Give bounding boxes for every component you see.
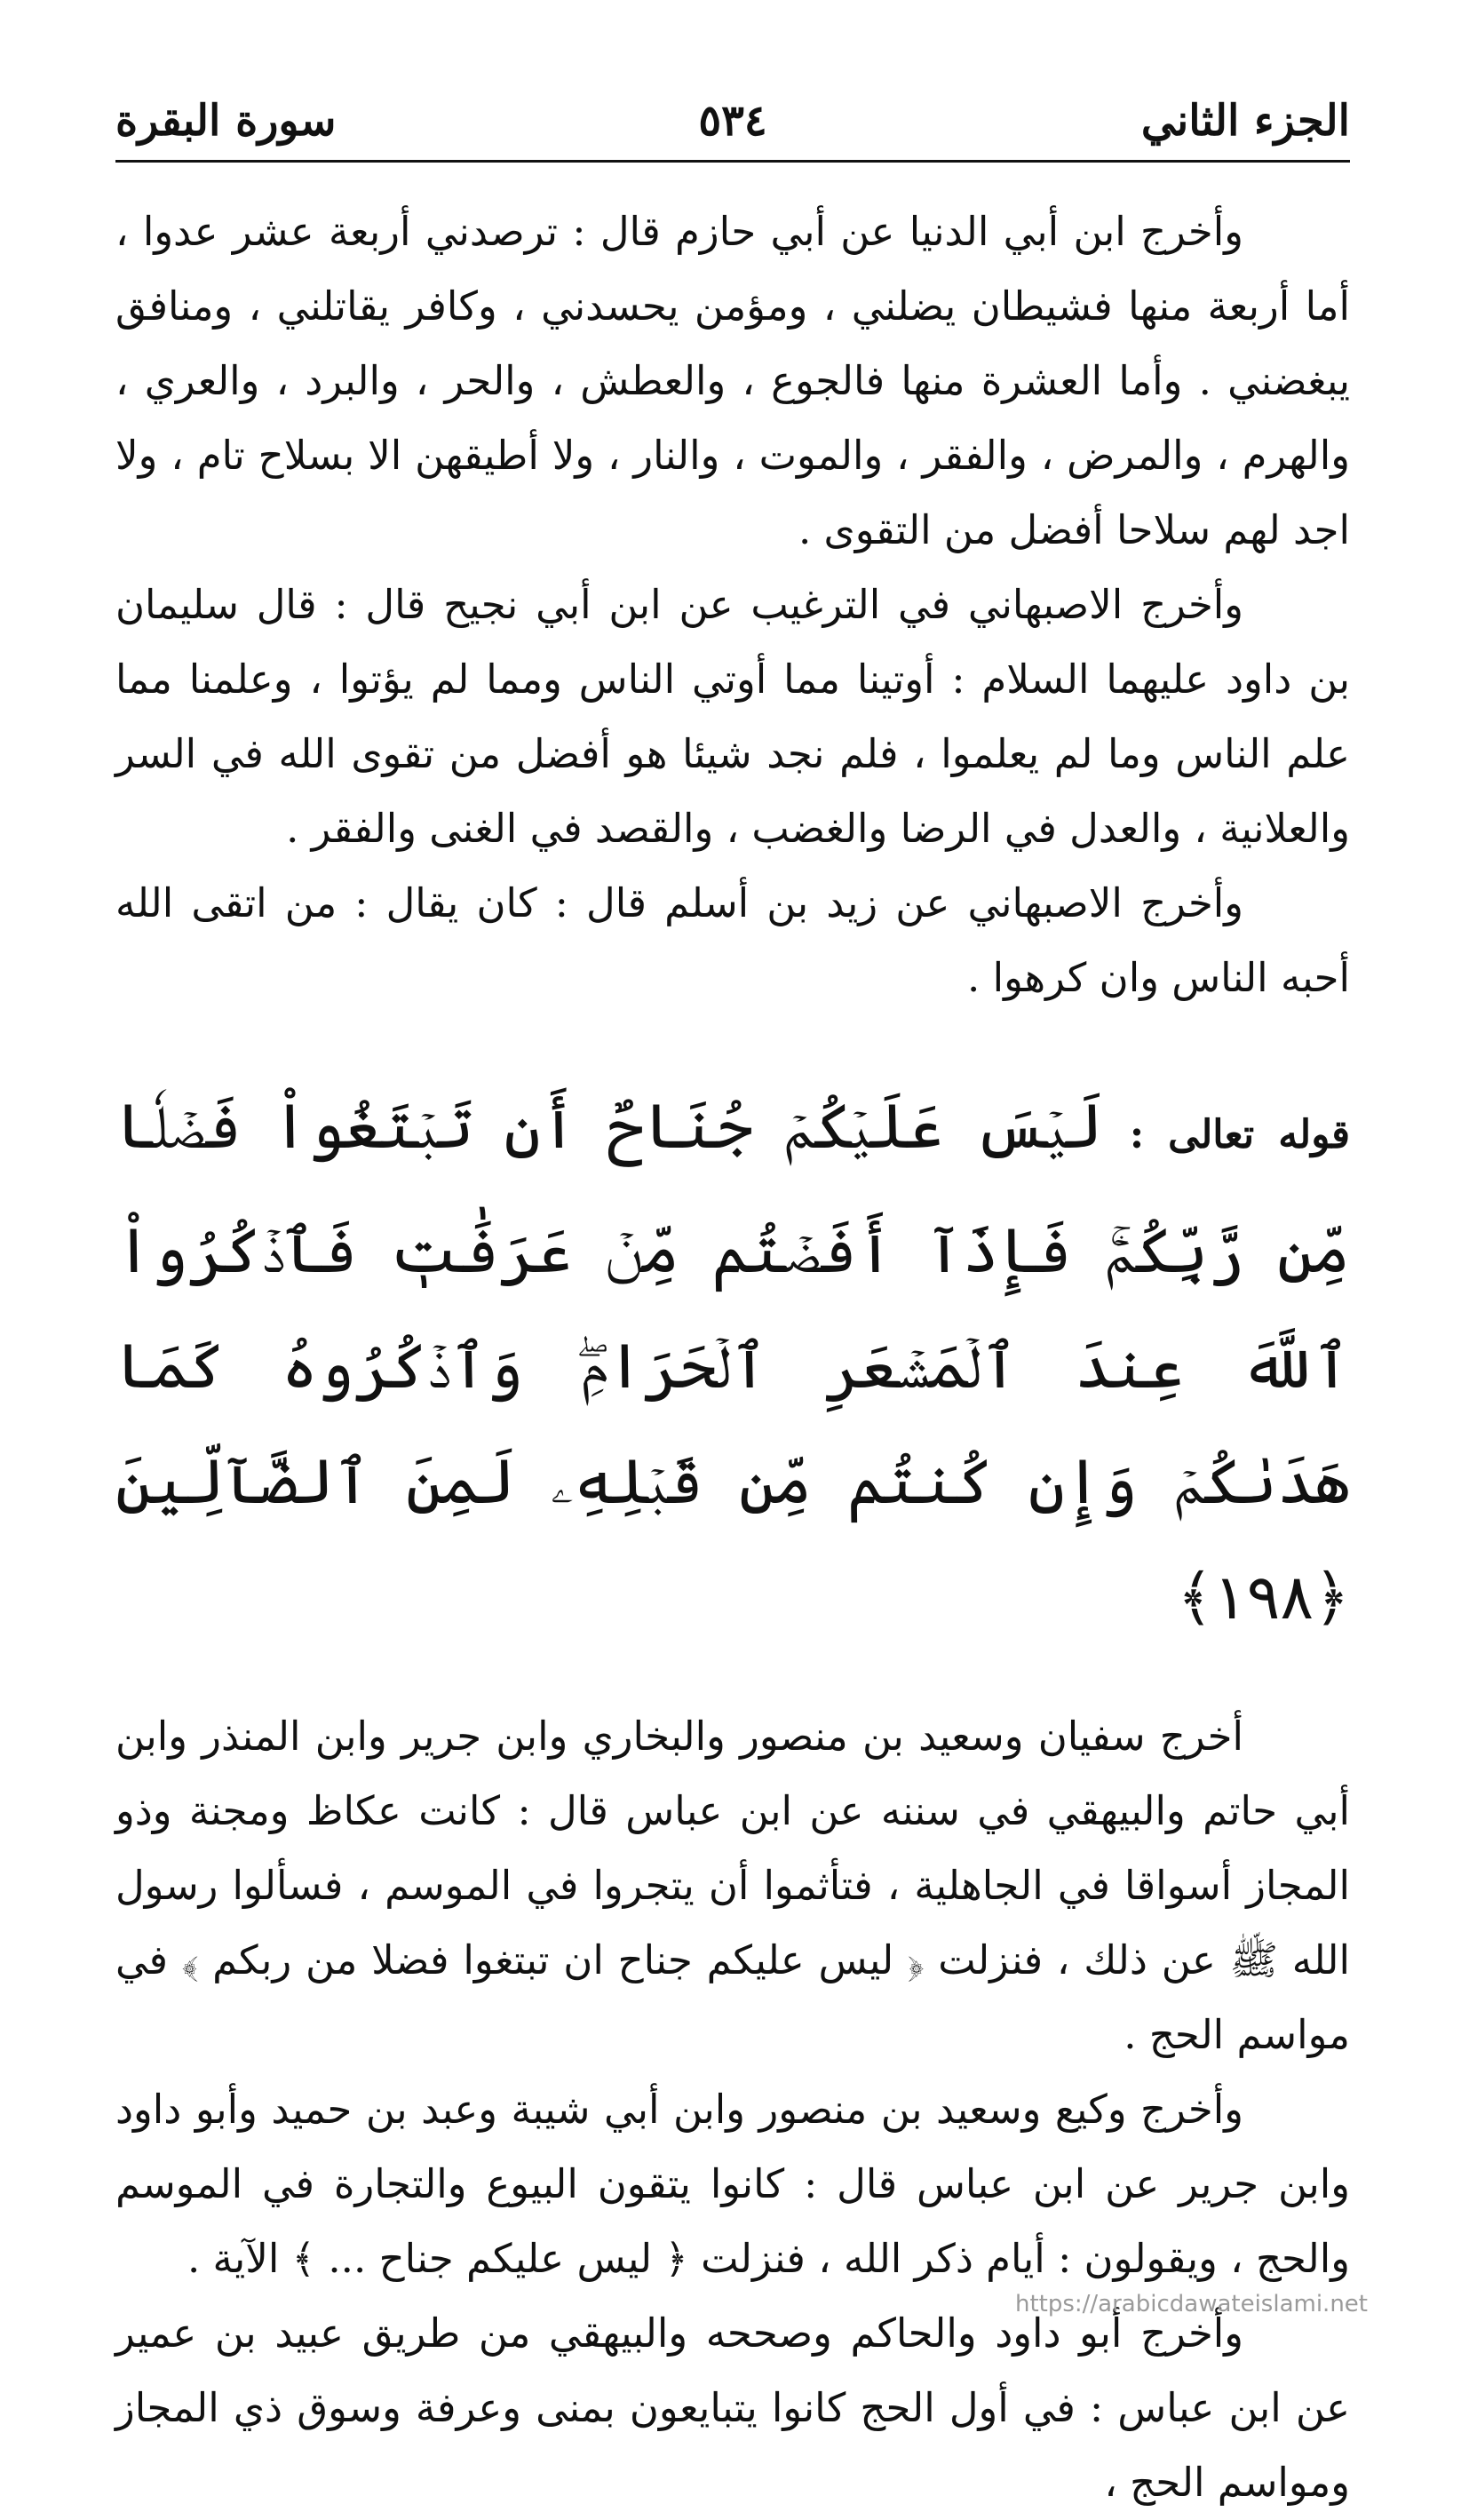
watermark-url: https://arabicdawateislami.net [1014, 2291, 1368, 2317]
verse-text: لَيۡسَ عَلَيۡكُمۡ جُنَاحٌ أَن تَبۡتَغُواْ فَضۡلٗا مِّن رَّبِّكُمۡۚ فَإِذَآ أَفَضۡتُم مِّنۡ عَرَفَٰتٖ فَٱذۡكُرُواْ ٱللَّهَ عِندَ ٱلۡمَشۡعَرِ ٱلۡحَرَامِۖ وَٱذۡكُرُوهُ كَمَا هَدَىٰكُمۡ وَإِن كُنتُم مِّن قَبۡلِهِۦ لَمِنَ ٱلضَّآلِّينَ ﴿١٩٨﴾ [115, 1090, 1350, 1634]
paragraph-sufyan: أخرج سفيان وسعيد بن منصور والبخاري وابن جرير وابن المنذر وابن أبي حاتم والبيهقي في سننه عن ابن عباس قال : كانت عكاظ ومجنة وذو المجاز أسواقا في الجاهلية ، فتأثموا أن يتجروا في الموسم ، فسألوا رسول الله ﷺ عن ذلك ، فنزلت ﴿ ليس عليكم جناح ان تبتغوا فضلا من ربكم ﴾ في مواسم الحج . [115, 1713, 1350, 2058]
page-header [115, 89, 1350, 163]
paragraph-suleiman: وأخرج الاصبهاني في الترغيب عن ابن أبي نجيح قال : قال سليمان بن داود عليهما السلام : أوتينا مما أوتي الناس ومما لم يؤتوا ، وعلمنا مما علم الناس وما لم يعلموا ، فلم نجد شيئا هو أفضل من تقوى الله في السر والعلانية ، والعدل في الرضا والغضب ، والقصد في الغنى والفقر . [115, 581, 1350, 852]
volume-title: الجزء الثاني [1140, 96, 1350, 146]
verse-intro: قوله تعالى : [1129, 1112, 1350, 1157]
paragraph-wakee: وأخرج وكيع وسعيد بن منصور وابن أبي شيبة وعبد بن حميد وأبو داود وابن جرير عن ابن عباس قال : كانوا يتقون البيوع والتجارة في الموسم والحج ، ويقولون : أيام ذكر الله ، فنزلت ﴿ ليس عليكم جناح ... ﴾ الآية . [115, 2086, 1350, 2282]
body-text-bottom [115, 1699, 1350, 2520]
paragraph-zaid: وأخرج الاصبهاني عن زيد بن أسلم قال : كان يقال : من اتقى الله أحبه الناس وان كرهوا . [115, 879, 1350, 1001]
page-number: ٥٣٤ [698, 96, 767, 146]
paragraph-abi-hazim: وأخرج ابن أبي الدنيا عن أبي حازم قال : ترصدني أربعة عشر عدوا ، أما أربعة منها فشيطان يضلني ، ومؤمن يحسدني ، وكافر يقاتلني ، ومنافق يبغضني . وأما العشرة منها فالجوع ، والعطش ، والحر ، والبرد ، والعري ، والهرم ، والمرض ، والفقر ، والموت ، والنار ، ولا أطيقهن الا بسلاح تام ، ولا اجد لهم سلاحا أفضل من التقوى . [115, 208, 1350, 553]
surah-title: سورة البقرة [115, 96, 337, 146]
body-text-top [115, 195, 1350, 1015]
paragraph-abu-dawud: وأخرج أبو داود والحاكم وصححه والبيهقي من طريق عبيد بن عمير عن ابن عباس : في أول الحج كانوا يتبايعون بمنى وعرفة وسوق ذي المجاز ومواسم الحج ، [115, 2309, 1350, 2506]
quran-verse-block [115, 1069, 1350, 1655]
quran-verse [115, 1069, 1350, 1655]
